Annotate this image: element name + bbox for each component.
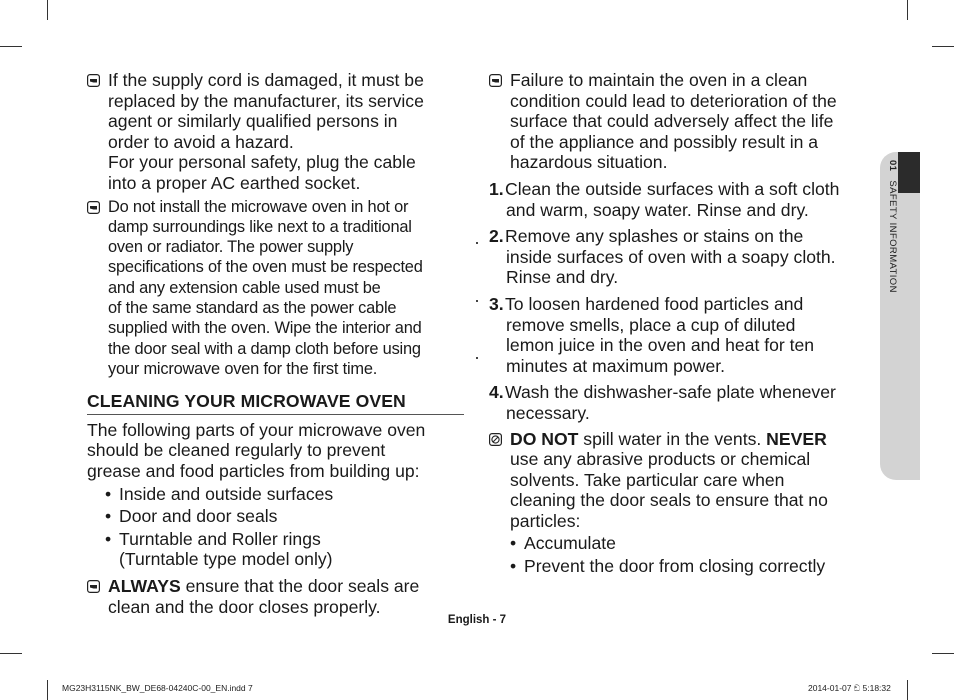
note-icon: [87, 580, 100, 593]
step-text: lemon juice in the oven and heat for ten: [506, 335, 815, 356]
note-line: into a proper AC earthed socket.: [108, 172, 361, 193]
note-text: ensure that the door seals are: [180, 575, 420, 596]
crop-mark: [932, 46, 954, 47]
note-line: order to avoid a hazard.: [108, 131, 294, 152]
crop-mark: [907, 0, 908, 20]
step-text: To loosen hardened food particles and: [505, 293, 804, 314]
note-line: [108, 576, 467, 597]
step-number: 3.: [489, 293, 504, 314]
page-footer: English - 7: [447, 614, 507, 626]
note-line: Do not install the microwave oven in hot or: [108, 197, 409, 216]
step-text: Wash the dishwasher-safe plate whenever: [505, 382, 836, 403]
left-column: [87, 70, 467, 620]
list-item-text: • Accumulate: [524, 533, 616, 554]
list-item-text: • Door and door seals: [119, 506, 278, 527]
step-text: and warm, soapy water. Rinse and dry.: [506, 199, 809, 220]
step-number: 1.: [489, 178, 504, 199]
step-text: Remove any splashes or stains on the: [505, 226, 804, 247]
step-item: [489, 179, 869, 220]
list-item: [510, 556, 869, 577]
chapter-title: SAFETY INFORMATION: [887, 180, 898, 293]
note-installation: [87, 197, 467, 380]
list-item-text: • Inside and outside surfaces: [119, 483, 334, 504]
note-line: surface that could adversely affect the life: [510, 111, 834, 132]
note-line: condition could lead to deterioration of the: [510, 90, 837, 111]
prohibition-icon: [489, 433, 502, 446]
crop-mark: [0, 46, 22, 47]
note-door-seals: [87, 576, 467, 617]
emphasis-never: NEVER: [766, 428, 827, 449]
right-column: [489, 70, 869, 580]
step-text: necessary.: [506, 402, 590, 423]
warning-line: particles:: [510, 510, 581, 531]
section-heading: CLEANING YOUR MICROWAVE OVEN: [87, 391, 464, 415]
crop-mark: [47, 0, 48, 20]
note-line: specifications of the oven must be respected: [108, 258, 423, 277]
warning-line: solvents. Take particular care when: [510, 469, 785, 490]
note-line: If the supply cord is damaged, it must be: [108, 70, 424, 90]
note-icon: [489, 74, 502, 87]
step-number: 2.: [489, 226, 504, 247]
emphasis-always: ALWAYS: [108, 575, 181, 596]
note-line: agent or similarly qualified persons in: [108, 111, 398, 132]
intro-line: should be cleaned regularly to prevent: [87, 440, 386, 461]
note-icon: [87, 74, 100, 87]
note-line: of the same standard as the power cable: [108, 299, 397, 318]
list-item-text: • Prevent the door from closing correctly: [524, 556, 826, 577]
warning-line: use any abrasive products or chemical: [510, 449, 811, 470]
emphasis-do-not: DO NOT: [510, 428, 579, 449]
crop-mark: [932, 653, 954, 654]
intro-line: The following parts of your microwave oven: [87, 419, 426, 440]
list-item-text: (Turntable type model only): [119, 549, 333, 570]
note-line: oven or radiator. The power supply: [108, 238, 354, 257]
chapter-number: 01: [887, 160, 898, 172]
step-item: [489, 382, 869, 423]
chapter-tab-label: [886, 160, 898, 320]
warning-text: spill water in the vents.: [578, 428, 767, 449]
warning-line: cleaning the door seals to ensure that no: [510, 490, 828, 511]
fold-mark: [476, 300, 478, 302]
fold-mark: [476, 242, 478, 244]
step-text: Rinse and dry.: [506, 267, 619, 288]
warning-vents: [489, 429, 869, 577]
cleaning-parts-list: [105, 484, 467, 570]
print-slug-timestamp: 2014-01-07 ඞ 5:18:32: [808, 683, 891, 693]
warning-line: [510, 429, 869, 450]
cleaning-steps: [489, 179, 869, 424]
step-item: [489, 226, 869, 288]
note-icon: [87, 201, 100, 214]
step-text: inside surfaces of oven with a soapy cloth.: [506, 246, 836, 267]
list-item: [105, 529, 467, 570]
note-line: replaced by the manufacturer, its service: [108, 90, 424, 111]
note-line: damp surroundings like next to a traditional: [108, 217, 412, 236]
list-item: [105, 506, 467, 527]
list-item: [105, 484, 467, 505]
note-line: your microwave oven for the first time.: [108, 359, 378, 378]
chapter-tab-marker: [898, 152, 920, 193]
intro-line: grease and food particles from building up:: [87, 461, 420, 482]
note-power-cord: [87, 70, 467, 194]
note-maintenance: [489, 70, 869, 173]
note-line: and any extension cable used must be: [108, 278, 381, 297]
note-line: of the appliance and possibly result in a: [510, 131, 819, 152]
list-item: [510, 533, 869, 554]
note-line: hazardous situation.: [510, 152, 668, 173]
print-slug-filename: MG23H3115NK_BW_DE68-04240C-00_EN.indd 7: [62, 683, 253, 693]
note-line: supplied with the oven. Wipe the interior and: [108, 319, 422, 338]
step-text: remove smells, place a cup of diluted: [506, 314, 796, 335]
warning-bullets: [510, 533, 869, 576]
step-item: [489, 294, 869, 376]
crop-mark: [0, 653, 22, 654]
crop-mark: [47, 680, 48, 700]
intro-paragraph: [87, 420, 467, 482]
list-item-text: • Turntable and Roller rings: [119, 528, 321, 549]
note-line: For your personal safety, plug the cable: [108, 152, 416, 173]
note-line: the door seal with a damp cloth before using: [108, 339, 421, 358]
note-line: clean and the door closes properly.: [108, 596, 381, 617]
note-line: Failure to maintain the oven in a clean: [510, 70, 808, 90]
step-text: minutes at maximum power.: [506, 355, 726, 376]
crop-mark: [907, 680, 908, 700]
step-number: 4.: [489, 382, 504, 403]
step-text: Clean the outside surfaces with a soft cloth: [505, 178, 840, 199]
fold-mark: [476, 357, 478, 359]
